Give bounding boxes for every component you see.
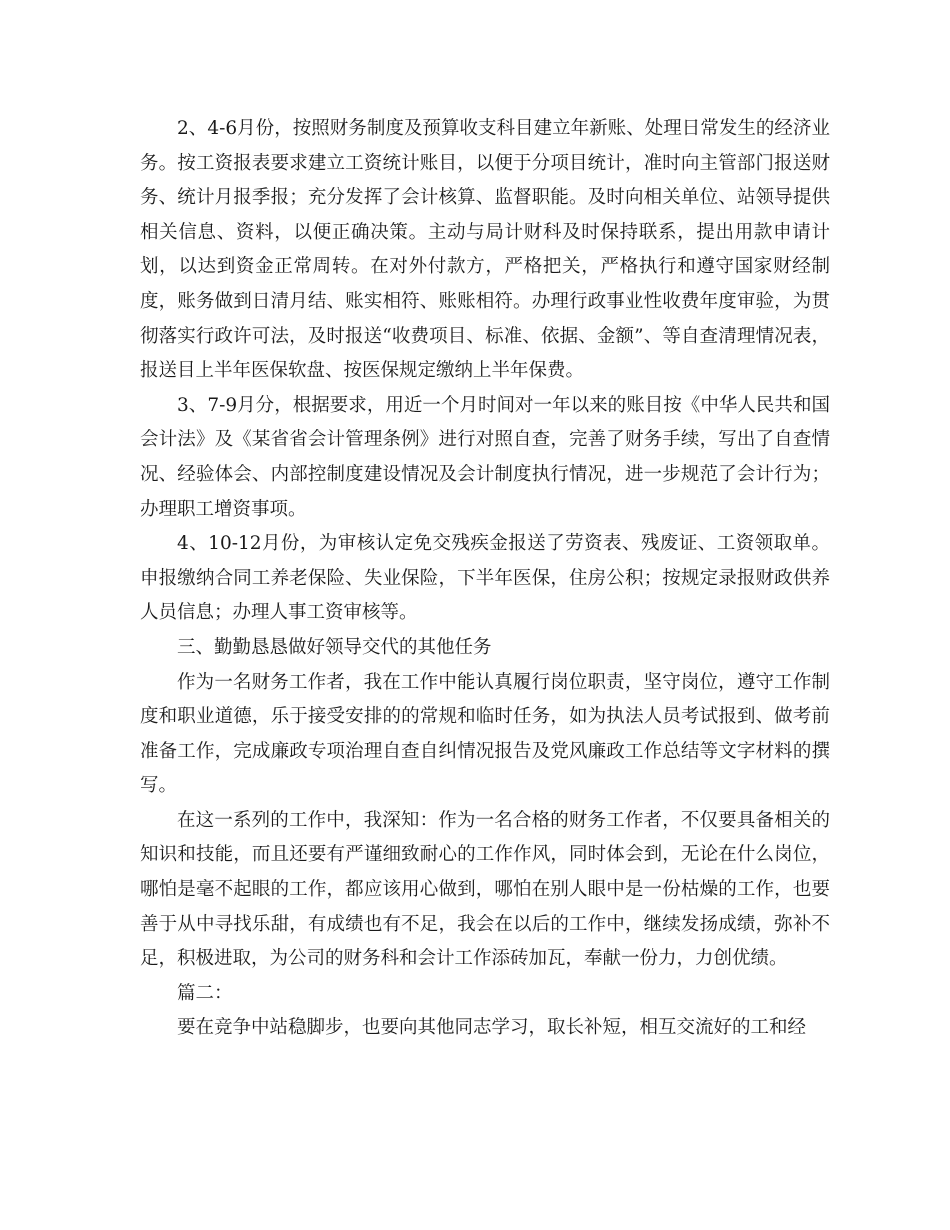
paragraph-duties: 作为一名财务工作者，我在工作中能认真履行岗位职责，坚守岗位，遵守工作制度和职业道德，乐于接受安排的的常规和临时任务，如为执法人员考试报到、做考前准备工作，完成廉政专项治理自查自纠情况报告及党风廉政工作总结等文字材料的撰写。 — [140, 671, 830, 797]
paragraph-part-two-start: 要在竞争中站稳脚步，也要向其他同志学习，取长补短，相互交流好的工和经 — [177, 1017, 807, 1039]
paragraph-q4-work: 4、10-12月份，为审核认定免交残疾金报送了劳资表、残废证、工资领取单。申报缴纳合同工养老保险、失业保险，下半年医保，住房公积；按规定录报财政供养人员信息；办理人事工资审核等。 — [140, 533, 830, 624]
paragraph-q3-work: 3、7-9月分，根据要求，用近一个月时间对一年以来的账目按《中华人民共和国会计法》及《某省省会计管理条例》进行对照自查，完善了财务手续，写出了自查情况、经验体会、内部控制度建设情况及会计制度执行情况，进一步规范了会计行为；办理职工增资事项。 — [140, 394, 830, 520]
section-heading-other-tasks: 三、勤勤恳恳做好领导交代的其他任务 — [177, 636, 492, 658]
paragraph-q2-work: 2、4-6月份，按照财务制度及预算收支科目建立年新账、处理日常发生的经济业务。按工资报表要求建立工资统计账目，以便于分项目统计，准时向主管部门报送财务、统计月报季报；充分发挥了会计核算、监督职能。及时向相关单位、站领导提供相关信息、资料，以便正确决策。主动与局计财科及时保持联系，提出用款申请计划，以达到资金正常周转。在对外付款方，严格把关，严格执行和遵守国家财经制度，账务做到日清月结、账实相符、账账相符。办理行政事业性收费年度审验，为贯彻落实行政许可法，及时报送“收费项目、标准、依据、金额”、等自查清理情况表，报送目上半年医保软盘、按医保规定缴纳上半年保费。 — [140, 118, 830, 382]
section-heading-part-two: 篇二： — [177, 982, 233, 1004]
document-body — [140, 112, 830, 1046]
paragraph-reflection: 在这一系列的工作中，我深知：作为一名合格的财务工作者，不仅要具备相关的知识和技能，而且还要有严谨细致耐心的工作作风，同时体会到，无论在什么岗位，哪怕是毫不起眼的工作，都应该用心做到，哪怕在别人眼中是一份枯燥的工作，也要善于从中寻找乐甜，有成绩也有不足，我会在以后的工作中，继续发扬成绩，弥补不足，积极进取，为公司的财务科和会计工作添砖加瓦，奉献一份力，力创优绩。 — [140, 809, 830, 970]
